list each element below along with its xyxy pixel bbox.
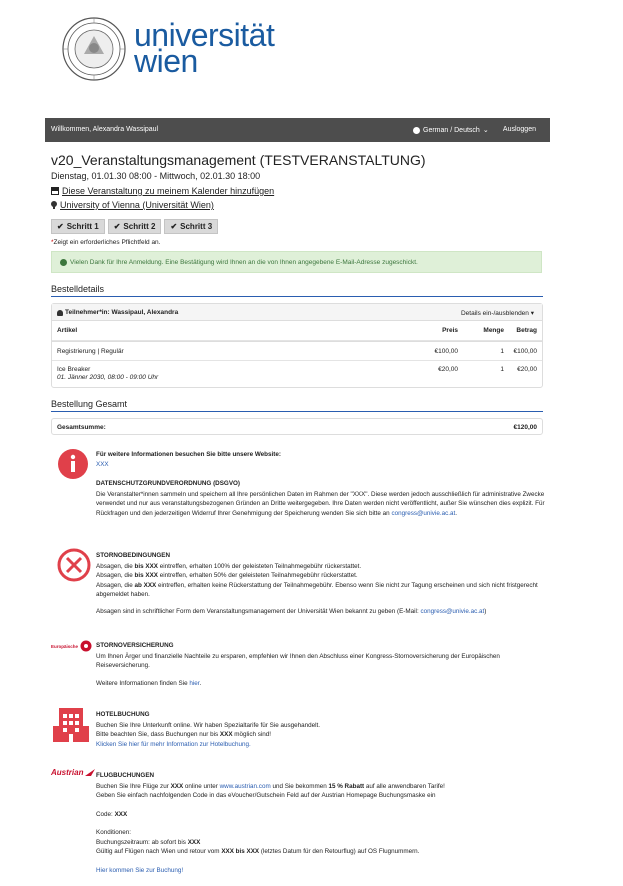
flight-code: Code: XXX: [96, 810, 128, 818]
info-icon: [58, 449, 88, 479]
welcome-text: Willkommen, Alexandra Wassipaul: [51, 126, 159, 133]
item-name: Registrierung | Regulär: [57, 348, 124, 355]
storno-email-link[interactable]: congress@univie.ac.at: [420, 607, 485, 615]
storno-title: STORNOBEDINGUNGEN: [96, 552, 171, 559]
dsgvo-text: Die Veranstalter*innen sammeln und speichern all Ihre persönlichen Daten im Rahmen der "XXX". Diese werden jedoch ausschließlich für administrative Zwecke verwendet und nur aus veranstaltungsbezogenen Gründen an Dritte weitergegeben. Ihre Daten werden nicht veröffentlicht, außer Sie wünschen dies explizit. Für Rückfragen und den jederzeitigen Widerruf Ihrer Genehmigung der Speicherung wenden Sie sich bitte an congress@univie.ac.at.: [96, 490, 545, 517]
flight-title: FLUGBUCHUNGEN: [96, 772, 155, 779]
event-title: v20_Veranstaltungsmanagement (TESTVERANSTALTUNG): [51, 152, 426, 168]
flight-conditions: Konditionen:: [96, 829, 132, 836]
storno-line-3: Absagen, die ab XXX eintreffen, erhalten keine Rückerstattung der Teilnahmegebühr. Ebenso wenn Sie nicht zur Tagung erscheinen und sich nicht fristgerecht abgemeldet haben.: [96, 581, 538, 598]
event-dates: Dienstag, 01.01.30 08:00 - Mittwoch, 02.01.30 18:00: [51, 171, 261, 181]
step-label: Schritt 1: [66, 222, 99, 231]
step-label: Schritt 3: [180, 222, 213, 231]
language-label: German / Deutsch: [423, 126, 480, 134]
insurance-logo: [51, 640, 92, 652]
success-message: Vielen Dank für Ihre Anmeldung. Eine Bestätigung wird Ihnen an die von Ihnen angegebene E-Mail-Adresse zugeschickt.: [70, 258, 418, 266]
user-icon: [57, 310, 63, 316]
details-toggle-label: Details ein-/ausblenden: [460, 310, 529, 317]
flight-validity: Gültig auf Flügen nach Wien und retour vom XXX bis XXX (letztes Datum für den Retourflug) auf OS Flugnummern.: [96, 848, 420, 855]
details-toggle[interactable]: Details ein-/ausblenden ▾: [460, 310, 534, 317]
insurance-link[interactable]: hier: [189, 679, 200, 687]
participant-header: [52, 304, 542, 321]
hotel-block: [96, 710, 546, 749]
item-time: 01. Jänner 2030, 08:00 - 09:00 Uhr: [57, 374, 159, 381]
order-total-heading: Bestellung Gesamt: [51, 399, 543, 412]
flight-block: [96, 771, 546, 875]
location-link-row[interactable]: [51, 200, 214, 210]
item-amount: €20,00: [517, 366, 537, 373]
university-seal-icon: [62, 14, 126, 84]
success-alert: [51, 251, 542, 273]
order-details-heading: Bestelldetails: [51, 284, 543, 297]
step-2[interactable]: [108, 219, 162, 234]
insurance-logo-text: Europäische: [51, 643, 79, 649]
austrian-arrow-icon: [85, 769, 95, 777]
hotel-title: HOTELBUCHUNG: [96, 711, 150, 718]
step-indicator: [51, 219, 218, 234]
dsgvo-title: DATENSCHUTZGRUNDVERORDNUNG (DSGVO): [96, 480, 241, 487]
insurance-title: STORNOVERSICHERUNG: [96, 642, 174, 649]
insurance-more: Weitere Informationen finden Sie hier.: [96, 679, 202, 687]
item-amount: €100,00: [513, 348, 537, 355]
top-bar: [45, 118, 550, 142]
calendar-link-row[interactable]: [51, 186, 274, 196]
storno-line-2: Absagen, die bis XXX eintreffen, erhalten 50% der geleisteten Teilnahmegebühr rückerstattet.: [96, 572, 358, 579]
check-icon: ✔: [57, 222, 64, 231]
table-row: [52, 361, 542, 387]
flight-line-2: Geben Sie einfach nachfolgenden Code in das eVoucher/Gutschein Feld auf der Austrian Homepage Buchungsmaske ein: [96, 792, 436, 799]
total-label: Gesamtsumme:: [57, 424, 106, 431]
hotel-link[interactable]: Klicken Sie hier für mehr Information zur Hotelbuchung.: [96, 740, 251, 748]
wordmark-line1: universität: [134, 17, 275, 53]
total-row: [52, 419, 542, 435]
item-price: €20,00: [438, 366, 458, 373]
ok-circle-icon: [60, 259, 67, 266]
check-icon: ✔: [170, 222, 178, 231]
website-info-block: [96, 450, 546, 518]
participant-name: Teilnehmer*in: Wassipaul, Alexandra: [65, 309, 179, 316]
cancellation-block: [96, 551, 546, 616]
hotel-line-2: Bitte beachten Sie, dass Buchungen nur bis XXX möglich sind!: [96, 731, 272, 738]
insurance-block: [96, 641, 546, 688]
website-link[interactable]: XXX: [96, 460, 109, 468]
calendar-icon: [51, 187, 59, 195]
required-star: *: [51, 239, 54, 246]
university-wordmark: [134, 17, 275, 79]
item-price: €100,00: [434, 348, 458, 355]
table-row: [52, 341, 542, 361]
step-1[interactable]: [51, 219, 105, 234]
storno-line-1: Absagen, die bis XXX eintreffen, erhalten 100% der geleisteten Teilnahmegebühr rückerstattet.: [96, 562, 362, 570]
austrian-logo: [51, 768, 95, 777]
col-quantity: Menge: [483, 327, 504, 334]
website-title: Für weitere Informationen besuchen Sie bitte unsere Website:: [96, 451, 281, 458]
item-name: Ice Breaker: [57, 366, 91, 373]
dsgvo-email-link[interactable]: congress@univie.ac.at: [391, 509, 456, 517]
flight-booking-link[interactable]: Hier kommen Sie zur Buchung!: [96, 866, 184, 874]
austrian-logo-text: Austrian: [51, 768, 84, 777]
check-icon: ✔: [113, 222, 121, 231]
col-amount: Betrag: [516, 327, 537, 334]
chevron-down-icon: ⌄: [482, 127, 489, 134]
flight-line-1: Buchen Sie Ihre Flüge zur XXX online unter www.austrian.com und Sie bekommen 15 % Rabatt auf alle anwendbaren Tarife!: [96, 782, 445, 790]
logout-link[interactable]: Ausloggen: [502, 126, 536, 133]
item-qty: 1: [500, 348, 504, 355]
total-panel: [51, 418, 543, 435]
hotel-icon: [51, 706, 91, 744]
col-article: Artikel: [57, 327, 78, 334]
total-value: €120,00: [513, 424, 537, 431]
col-price: Preis: [442, 327, 458, 334]
austrian-website-link[interactable]: www.austrian.com: [219, 782, 271, 790]
globe-icon: [413, 127, 420, 134]
insurance-text: Um Ihnen Ärger und finanzielle Nachteile zu ersparen, empfehlen wir Ihnen den Abschluss einer Kongress-Stornoversicherung der Europäischen Reiseversicherung.: [96, 652, 500, 669]
location-link[interactable]: University of Vienna (Universität Wien): [60, 200, 214, 210]
insurance-mark-icon: [80, 640, 92, 652]
order-details-panel: [51, 303, 543, 388]
hotel-line-1: Buchen Sie Ihre Unterkunft online. Wir haben Spezialtarife für Sie ausgehandelt.: [96, 721, 321, 729]
required-text: Zeigt ein erforderliches Pflichtfeld an.: [53, 239, 161, 246]
university-logo: [62, 14, 302, 88]
item-qty: 1: [500, 366, 504, 373]
wordmark-line2: wien: [134, 43, 198, 79]
map-marker-icon: [51, 201, 57, 209]
step-label: Schritt 2: [123, 222, 156, 231]
cancel-x-icon: [57, 548, 91, 582]
step-3[interactable]: [164, 219, 218, 234]
storno-line-4: Absagen sind in schriftlicher Form dem Veranstaltungsmanagement der Universität Wien bekannt zu geben (E-Mail: congress@univie.ac.at): [96, 607, 487, 615]
calendar-link[interactable]: Diese Veranstaltung zu meinem Kalender hinzufügen: [62, 186, 275, 196]
flight-period: Buchungszeitraum: ab sofort bis XXX: [96, 838, 201, 846]
required-field-note: [51, 239, 160, 246]
table-header-row: [52, 321, 542, 341]
language-selector[interactable]: [413, 126, 489, 134]
